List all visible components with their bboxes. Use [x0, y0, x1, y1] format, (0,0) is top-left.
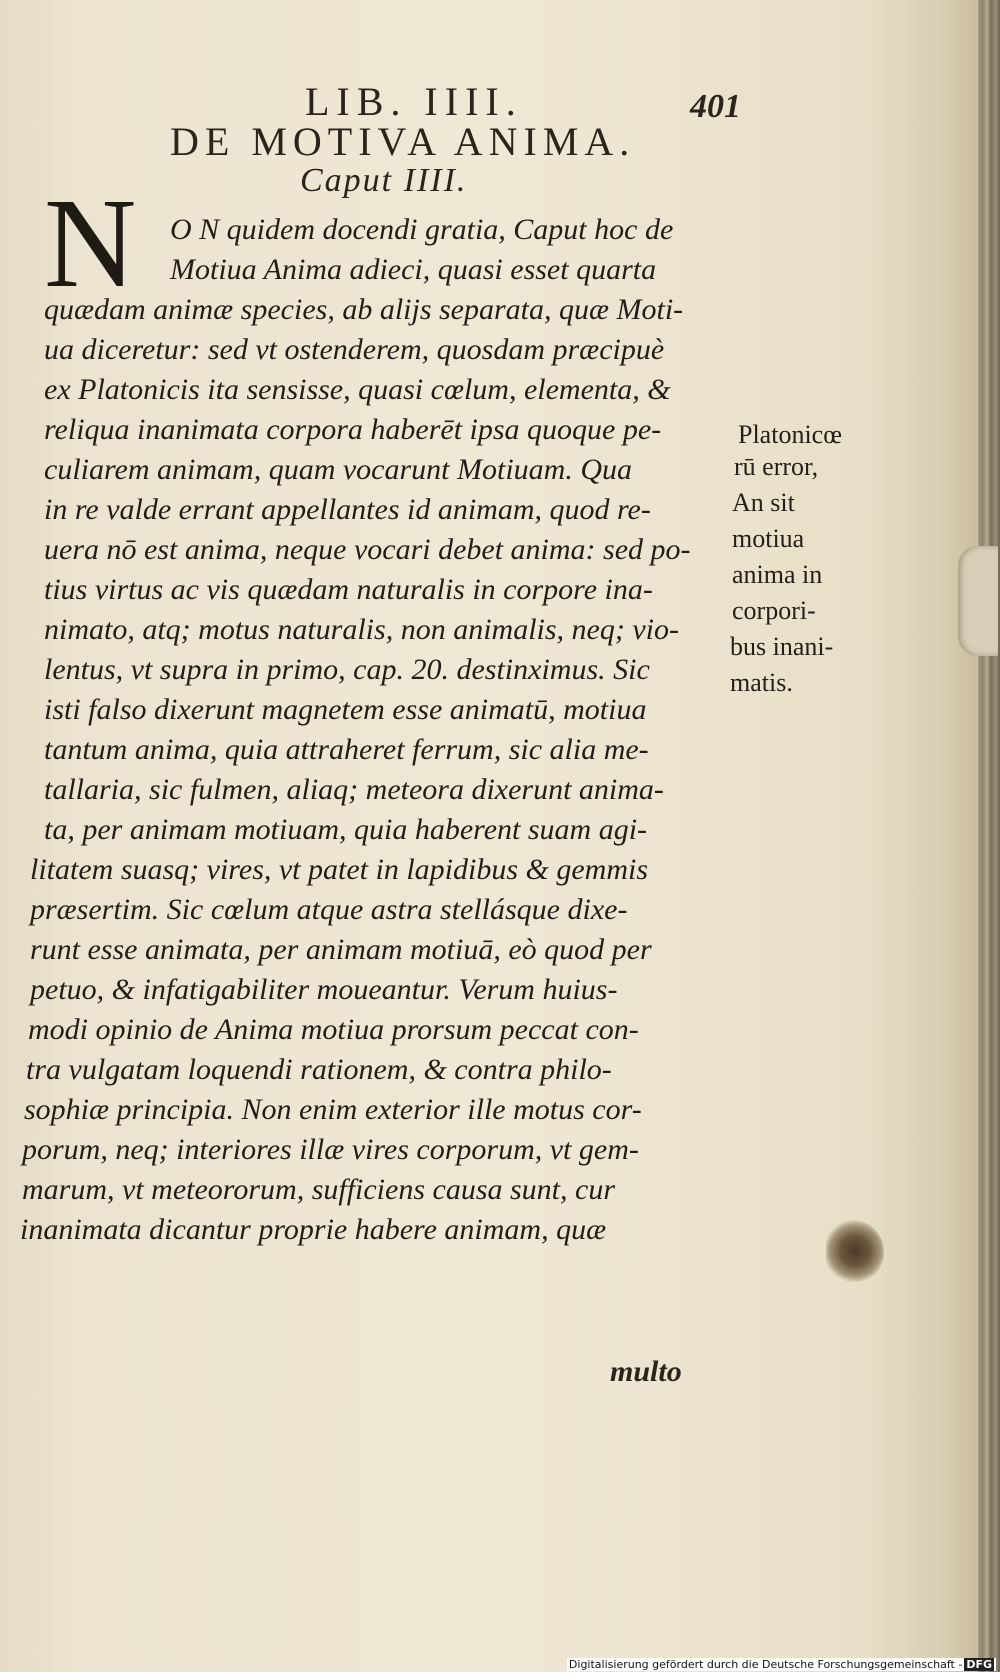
margin-line: motiua: [732, 524, 805, 553]
drop-cap: N: [44, 172, 137, 314]
running-head: LIB. IIII.: [305, 79, 523, 124]
margin-line: Platonicœ: [738, 420, 842, 449]
body-line: O N quidem docendi gratia, Caput hoc de: [170, 213, 674, 246]
body-line: inanimata dicantur proprie habere animam, quæ: [20, 1213, 607, 1246]
body-line: Motiua Anima adieci, quasi esset quarta: [170, 253, 657, 286]
body-line: culiarem animam, quam vocarunt Motiuam. Qua: [44, 453, 632, 486]
body-line: quædam animæ species, ab alijs separata, quæ Moti-: [44, 293, 684, 326]
body-line: tantum anima, quia attraheret ferrum, sic alia me-: [44, 733, 649, 766]
body-line: tallaria, sic fulmen, aliaq; meteora dixerunt anima-: [44, 773, 664, 806]
footer-bar: [0, 1672, 1000, 1680]
body-line: tius virtus ac vis quædam naturalis in corpore ina-: [44, 573, 653, 606]
body-line: ta, per animam motiuam, quia haberent suam agi-: [44, 813, 648, 846]
body-line: petuo, & infatigabiliter moueantur. Verum huius-: [30, 973, 618, 1006]
margin-note: [0, 0, 1000, 700]
chapter-subtitle: Caput IIII.: [300, 162, 468, 199]
body-line: lentus, vt supra in primo, cap. 20. destinximus. Sic: [44, 653, 650, 686]
body-line: præsertim. Sic cœlum atque astra stellásque dixe-: [30, 893, 628, 926]
body-line: modi opinio de Anima motiua prorsum peccat con-: [28, 1013, 639, 1046]
margin-line: matis.: [730, 668, 793, 697]
digitization-credit: [567, 1658, 996, 1671]
body-line: sophiæ principia. Non enim exterior ille motus cor-: [24, 1093, 642, 1126]
margin-line: bus inani-: [730, 632, 834, 661]
body-line: runt esse animata, per animam motiuā, eò quod per: [30, 933, 652, 966]
margin-line: corpori-: [732, 596, 816, 625]
body-line: uera nō est anima, neque vocari debet anima: sed po-: [44, 533, 691, 566]
margin-line: An sit: [732, 488, 795, 517]
body-line: isti falso dixerunt magnetem esse animatū, motiua: [44, 693, 647, 726]
chapter-title: DE MOTIVA ANIMA.: [170, 119, 636, 164]
margin-line: rū error,: [734, 452, 819, 481]
body-line: porum, neq; interiores illæ vires corporum, vt gem-: [22, 1133, 639, 1166]
body-line: nimato, atq; motus naturalis, non animalis, neq; vio-: [44, 613, 679, 646]
credit-text: Digitalisierung gefördert durch die Deutsche Forschungsgemeinschaft -: [568, 1658, 963, 1671]
body-line: ex Platonicis ita sensisse, quasi cœlum, elementa, &: [44, 373, 671, 406]
body-line: marum, vt meteororum, sufficiens causa sunt, cur: [22, 1173, 615, 1206]
dfg-logo-badge: DFG: [966, 1658, 992, 1671]
margin-line: anima in: [732, 560, 823, 589]
body-line: tra vulgatam loquendi rationem, & contra philo-: [26, 1053, 612, 1086]
body-line: reliqua inanimata corpora haberēt ipsa quoque pe-: [44, 413, 662, 446]
catchword: multo: [610, 1355, 682, 1388]
body-line: litatem suasq; vires, vt patet in lapidibus & gemmis: [30, 853, 649, 886]
page-number: 401: [690, 88, 741, 125]
ink-stain: [826, 1220, 884, 1282]
body-line: ua diceretur: sed vt ostenderem, quosdam præcipuè: [44, 333, 665, 366]
body-line: in re valde errant appellantes id animam, quod re-: [44, 493, 651, 526]
